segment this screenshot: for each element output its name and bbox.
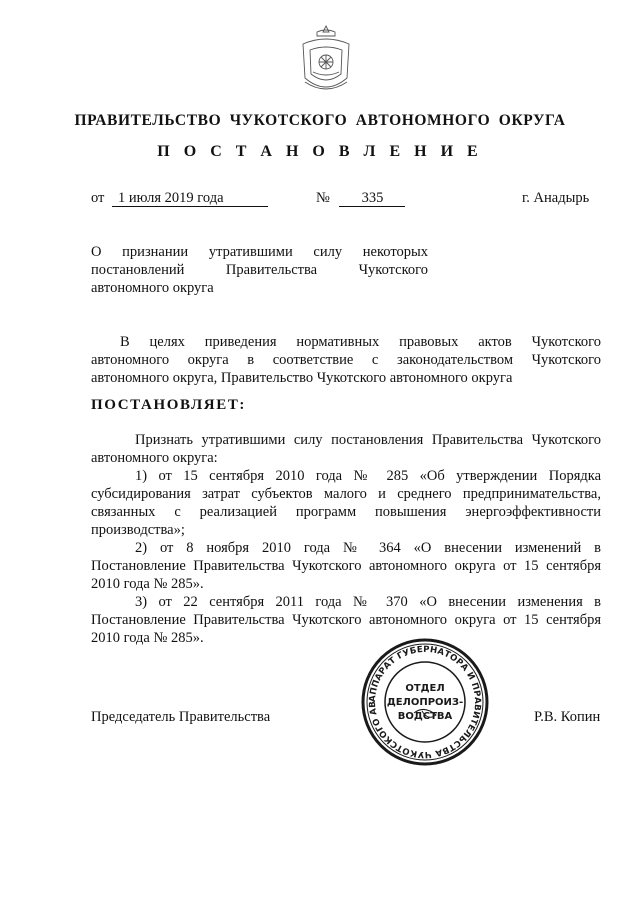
body-intro [91,431,601,467]
number-sign: № [316,190,330,206]
stamp-line: ДЕЛОПРОИЗ- [386,697,464,708]
document-type: П О С Т А Н О В Л Е Н И Е [157,143,483,160]
coat-of-arms-emblem [297,22,355,102]
date-prefix: от [91,190,105,206]
date-field [91,190,268,207]
signatory-name: Р.В. Копин [534,709,601,725]
number-value: 335 [339,191,405,207]
preamble-line: автономного округа, Правительство Чукотского автономного округа [91,370,513,386]
place-field: г. Анадырь [522,190,590,206]
date-value: 1 июля 2019 года [112,191,268,207]
organization-title: ПРАВИТЕЛЬСТВО ЧУКОТСКОГО АВТОНОМНОГО ОКРУГА [74,112,566,129]
number-field [316,190,405,207]
department-stamp [360,637,490,767]
intro-line: Признать утратившими силу постановления Правительства Чукотского [135,432,601,448]
document-subject [91,243,428,297]
body-item-2 [91,539,601,593]
subject-line: О признании утратившими силу некоторых [91,244,428,260]
item-line: Постановление Правительства Чукотского автономного округа от 15 сентября [91,612,601,628]
signatory-title: Председатель Правительства [91,709,271,725]
item-line: 2) от 8 ноября 2010 года № 364 «О внесении изменений в [135,540,601,556]
item-line: связанных с реализацией программ повышения энергоэффективности [91,504,601,520]
stamp-line: ОТДЕЛ [405,683,445,694]
item-line: 3) от 22 сентября 2011 года № 370 «О внесении изменения в [135,594,601,610]
item-line: 1) от 15 сентября 2010 года № 285 «Об утверждении Порядка [135,468,601,484]
body-item-1 [91,467,601,539]
subject-line: автономного округа [91,280,214,296]
item-line: субсидирования затрат субъектов малого и среднего предпринимательства, [91,486,601,502]
stamp-line: ВОДСТВА [397,711,453,722]
item-line: 2010 года № 285». [91,576,204,592]
preamble-paragraph [91,333,601,387]
item-line: 2010 года № 285». [91,630,204,646]
preamble-line: В целях приведения нормативных правовых актов Чукотского [120,334,601,350]
item-line: производства»; [91,522,185,538]
resolves-heading: ПОСТАНОВЛЯЕТ: [91,397,247,413]
body-item-3 [91,593,601,647]
subject-line: постановлений Правительства Чукотского [91,262,428,278]
item-line: Постановление Правительства Чукотского автономного округа от 15 сентября [91,558,601,574]
intro-line: автономного округа: [91,450,218,466]
stamp-ring-text: АППАРАТ ГУБЕРНАТОРА И ПРАВИТЕЛЬСТВА ЧУКОТСКОГО АВ [367,644,483,760]
preamble-line: автономного округа в соответствие с законодательством Чукотского [91,352,601,368]
